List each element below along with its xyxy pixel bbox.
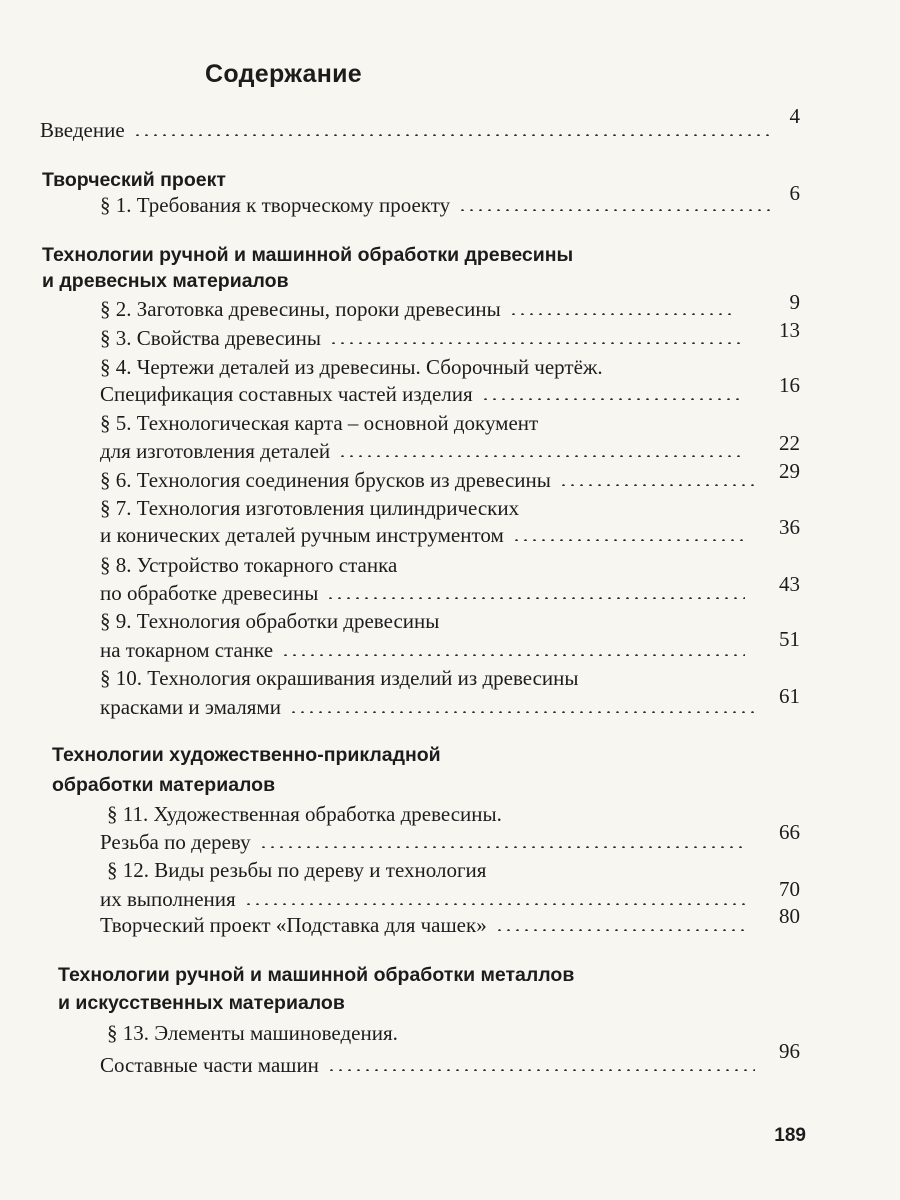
section-heading: Технологии ручной и машинной обработки металлов [58, 964, 575, 986]
toc-page-number: 9 [789, 290, 800, 314]
toc-entry-label: § 8. Устройство токарного станка [100, 553, 398, 577]
toc-entry-label: красками и эмалями [100, 695, 281, 719]
toc-entry [100, 829, 748, 855]
leader-dots [133, 134, 775, 136]
leader-dots [281, 654, 745, 656]
toc-entry-intro [40, 117, 775, 143]
leader-dots [512, 539, 745, 541]
toc-page-number: 96 [779, 1039, 800, 1063]
toc-entry-label: для изготовления деталей [100, 439, 331, 463]
toc-page-number: 4 [789, 104, 800, 128]
leader-dots [327, 1069, 755, 1071]
toc-entry [100, 296, 732, 322]
toc-page-number: 66 [779, 820, 800, 844]
leader-dots [326, 597, 745, 599]
toc-page-number: 6 [789, 181, 800, 205]
toc-entry [100, 637, 745, 663]
toc-entry-label: Творческий проект «Подставка для чашек» [100, 913, 487, 937]
toc-entry-label: § 2. Заготовка древесины, пороки древесины [100, 297, 501, 321]
toc-entry-label: по обработке древесины [100, 581, 319, 605]
toc-entry-label: Резьба по дереву [100, 830, 251, 854]
toc-page-number: 29 [779, 459, 800, 483]
toc-entry [100, 438, 745, 464]
toc-page-number: 22 [779, 431, 800, 455]
toc-entry [100, 522, 745, 548]
toc-entry [100, 381, 745, 407]
toc-entry-label: § 13. Элементы машиноведения. [107, 1021, 398, 1045]
toc-page-number: 61 [779, 684, 800, 708]
toc-entry-label: § 5. Технологическая карта – основной документ [100, 411, 539, 435]
section-heading: и искусственных материалов [58, 992, 345, 1014]
toc-page-number: 36 [779, 515, 800, 539]
leader-dots [509, 313, 732, 315]
leader-dots [481, 398, 745, 400]
toc-entry-label: § 9. Технология обработки древесины [100, 609, 440, 633]
toc-entry [100, 325, 745, 351]
section-heading: Творческий проект [42, 169, 226, 191]
toc-page-number: 80 [779, 904, 800, 928]
toc-entry-label: § 1. Требования к творческому проекту [100, 193, 451, 217]
toc-entry-label: и конических деталей ручным инструментом [100, 523, 504, 547]
toc-page-number: 70 [779, 877, 800, 901]
toc-entry [100, 467, 758, 493]
leader-dots [495, 929, 748, 931]
leader-dots [559, 484, 758, 486]
toc-entry-label: § 10. Технология окрашивания изделий из древесины [100, 666, 579, 690]
toc-entry [100, 580, 745, 606]
toc-entry-label: Введение [40, 118, 125, 142]
toc-entry-label: их выполнения [100, 887, 236, 911]
page-title: Содержание [205, 60, 363, 88]
toc-entry-label: § 3. Свойства древесины [100, 326, 322, 350]
leader-dots [458, 209, 770, 211]
toc-entry [100, 912, 748, 938]
leader-dots [329, 342, 745, 344]
toc-page-number: 43 [779, 572, 800, 596]
page-number: 189 [774, 1125, 806, 1146]
toc-page-number: 13 [779, 318, 800, 342]
toc-entry-label: § 12. Виды резьбы по дереву и технология [107, 858, 487, 882]
leader-dots [289, 711, 758, 713]
toc-entry [100, 886, 748, 912]
toc-entry [100, 694, 758, 720]
toc-page-number: 51 [779, 627, 800, 651]
toc-entry-label: на токарном станке [100, 638, 274, 662]
leader-dots [338, 455, 745, 457]
toc-page-number: 16 [779, 373, 800, 397]
toc-entry-label: § 6. Технология соединения брусков из древесины [100, 468, 551, 492]
leader-dots [244, 903, 748, 905]
section-heading: Технологии ручной и машинной обработки древесины [42, 244, 574, 266]
section-heading: и древесных материалов [42, 270, 289, 292]
toc-entry-label: Составные части машин [100, 1053, 319, 1077]
toc-entry-label: § 4. Чертежи деталей из древесины. Сборочный чертёж. [100, 355, 603, 379]
toc-entry [100, 192, 770, 218]
toc-entry-label: § 7. Технология изготовления цилиндрических [100, 496, 520, 520]
toc-entry-label: Спецификация составных частей изделия [100, 382, 473, 406]
section-heading: обработки материалов [52, 774, 276, 796]
toc-entry-label: § 11. Художественная обработка древесины. [107, 802, 502, 826]
leader-dots [259, 846, 748, 848]
toc-entry [100, 1052, 755, 1078]
section-heading: Технологии художественно-прикладной [52, 744, 441, 766]
